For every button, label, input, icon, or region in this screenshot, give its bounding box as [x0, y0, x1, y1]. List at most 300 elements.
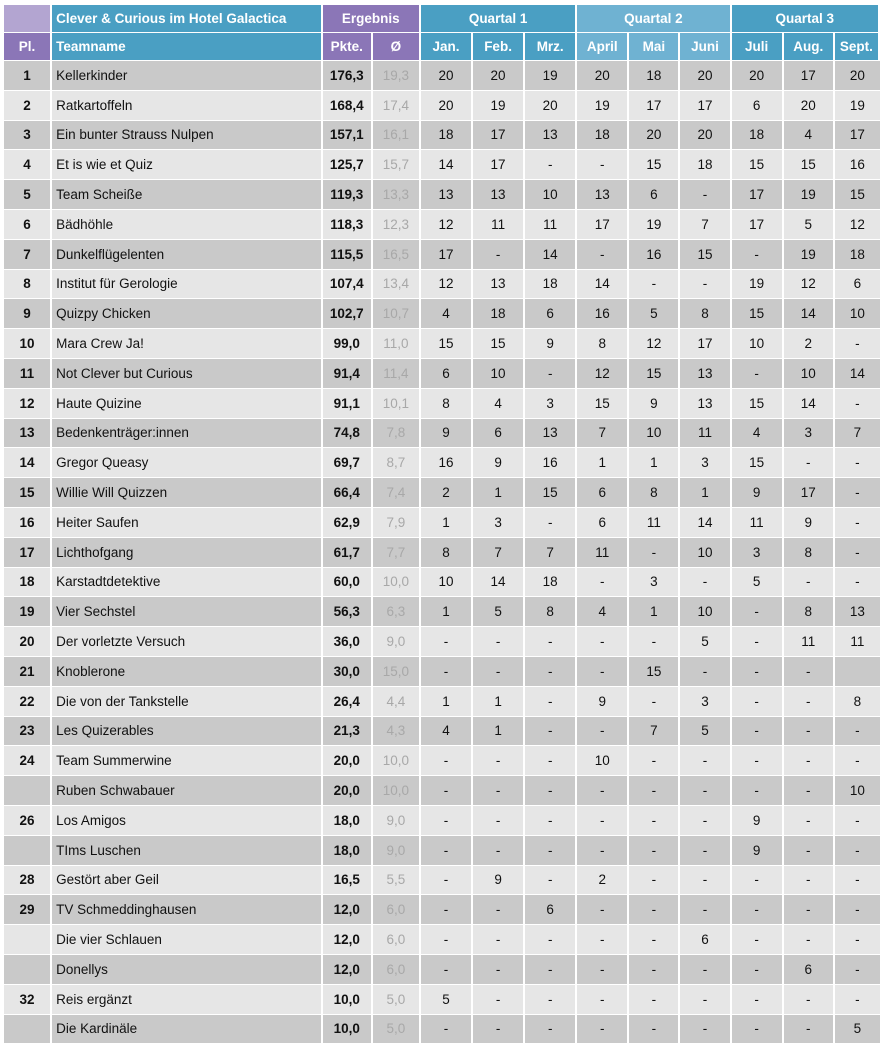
month-score-cell: - — [421, 1015, 473, 1044]
month-score-cell: 8 — [577, 329, 629, 359]
month-score-cell: - — [525, 866, 577, 896]
month-score-cell: 17 — [784, 61, 835, 91]
points-cell: 16,5 — [323, 866, 373, 896]
month-score-cell: - — [629, 895, 680, 925]
month-score-cell: 15 — [629, 150, 680, 180]
table-row — [4, 687, 880, 717]
team-name-cell: Team Scheiße — [52, 180, 323, 210]
month-score-cell: 9 — [732, 478, 784, 508]
rank-cell: 13 — [4, 419, 52, 449]
month-score-cell: 19 — [784, 180, 835, 210]
month-score-cell: - — [577, 717, 629, 747]
month-score-cell: - — [680, 746, 731, 776]
month-score-cell: 11 — [525, 210, 577, 240]
month-score-cell: - — [732, 955, 784, 985]
month-score-cell: 16 — [835, 150, 880, 180]
month-score-cell: 18 — [525, 270, 577, 300]
header-quartal-3: Quartal 3 — [732, 5, 880, 33]
month-score-cell: 6 — [421, 359, 473, 389]
header-month-feb: Feb. — [473, 33, 525, 61]
month-score-cell: 1 — [473, 717, 525, 747]
month-score-cell: - — [732, 717, 784, 747]
month-score-cell: 8 — [525, 597, 577, 627]
points-cell: 69,7 — [323, 448, 373, 478]
month-score-cell: - — [629, 627, 680, 657]
month-score-cell: 14 — [577, 270, 629, 300]
month-score-cell: - — [732, 359, 784, 389]
month-score-cell: 17 — [784, 478, 835, 508]
table-title: Clever & Curious im Hotel Galactica — [52, 5, 323, 33]
rank-cell: 11 — [4, 359, 52, 389]
team-name-cell: TIms Luschen — [52, 836, 323, 866]
team-name-cell: Die vier Schlauen — [52, 925, 323, 955]
team-name-cell: Gregor Queasy — [52, 448, 323, 478]
rank-cell — [4, 955, 52, 985]
month-score-cell: - — [784, 895, 835, 925]
header-month-jan: Jan. — [421, 33, 473, 61]
month-score-cell: 5 — [421, 985, 473, 1015]
team-name-cell: Gestört aber Geil — [52, 866, 323, 896]
month-score-cell: - — [473, 836, 525, 866]
month-score-cell: 8 — [784, 538, 835, 568]
header-ergebnis: Ergebnis — [323, 5, 421, 33]
rank-cell: 4 — [4, 150, 52, 180]
average-cell: 15,7 — [373, 150, 421, 180]
table-row — [4, 359, 880, 389]
month-score-cell: 8 — [421, 538, 473, 568]
average-cell: 16,1 — [373, 121, 421, 151]
month-score-cell: 18 — [835, 240, 880, 270]
rank-cell: 17 — [4, 538, 52, 568]
month-score-cell: 9 — [577, 687, 629, 717]
average-cell: 7,4 — [373, 478, 421, 508]
month-score-cell: - — [835, 895, 880, 925]
month-score-cell: 2 — [577, 866, 629, 896]
month-score-cell: - — [525, 955, 577, 985]
month-score-cell: - — [784, 448, 835, 478]
month-score-cell: 14 — [421, 150, 473, 180]
rank-cell: 23 — [4, 717, 52, 747]
month-score-cell: - — [629, 866, 680, 896]
points-cell: 62,9 — [323, 508, 373, 538]
month-score-cell: - — [680, 657, 731, 687]
average-cell: 9,0 — [373, 836, 421, 866]
points-cell: 20,0 — [323, 776, 373, 806]
month-score-cell: 6 — [784, 955, 835, 985]
month-score-cell: 5 — [473, 597, 525, 627]
points-cell: 36,0 — [323, 627, 373, 657]
month-score-cell: 3 — [732, 538, 784, 568]
month-score-cell: - — [784, 806, 835, 836]
month-score-cell: 17 — [473, 150, 525, 180]
month-score-cell: 13 — [473, 180, 525, 210]
month-score-cell: 6 — [680, 925, 731, 955]
header-pl: Pl. — [4, 33, 52, 61]
average-cell: 10,0 — [373, 568, 421, 598]
team-name-cell: Knoblerone — [52, 657, 323, 687]
month-score-cell: 14 — [784, 389, 835, 419]
table-row — [4, 121, 880, 151]
month-score-cell: 13 — [525, 121, 577, 151]
average-cell: 10,0 — [373, 776, 421, 806]
points-cell: 10,0 — [323, 1015, 373, 1044]
month-score-cell: 10 — [473, 359, 525, 389]
month-score-cell: 8 — [421, 389, 473, 419]
month-score-cell: - — [421, 657, 473, 687]
month-score-cell: 10 — [629, 419, 680, 449]
table-row — [4, 657, 880, 687]
month-score-cell: 12 — [629, 329, 680, 359]
month-score-cell: - — [732, 627, 784, 657]
month-score-cell: - — [835, 478, 880, 508]
month-score-cell: 6 — [525, 895, 577, 925]
month-score-cell: - — [577, 568, 629, 598]
month-score-cell: 16 — [525, 448, 577, 478]
header-pkte: Pkte. — [323, 33, 373, 61]
table-row — [4, 150, 880, 180]
month-score-cell: - — [784, 687, 835, 717]
month-score-cell: - — [784, 836, 835, 866]
table-row — [4, 240, 880, 270]
month-score-cell: 16 — [577, 299, 629, 329]
average-cell: 9,0 — [373, 627, 421, 657]
month-score-cell: - — [421, 836, 473, 866]
month-score-cell: - — [473, 746, 525, 776]
month-score-cell: 1 — [473, 478, 525, 508]
points-cell: 91,1 — [323, 389, 373, 419]
month-score-cell: 7 — [680, 210, 731, 240]
month-score-cell: - — [680, 1015, 731, 1044]
month-score-cell: - — [784, 985, 835, 1015]
month-score-cell: 13 — [473, 270, 525, 300]
month-score-cell: - — [421, 627, 473, 657]
month-score-cell: - — [835, 925, 880, 955]
table-row — [4, 210, 880, 240]
month-score-cell: - — [525, 776, 577, 806]
month-score-cell: - — [629, 538, 680, 568]
month-score-cell: - — [525, 359, 577, 389]
month-score-cell: - — [421, 955, 473, 985]
points-cell: 12,0 — [323, 955, 373, 985]
team-name-cell: Les Quizerables — [52, 717, 323, 747]
month-score-cell: - — [525, 150, 577, 180]
month-score-cell: 15 — [421, 329, 473, 359]
points-cell: 91,4 — [323, 359, 373, 389]
table-row — [4, 329, 880, 359]
month-score-cell: 20 — [732, 61, 784, 91]
average-cell: 13,4 — [373, 270, 421, 300]
month-score-cell: - — [577, 985, 629, 1015]
points-cell: 176,3 — [323, 61, 373, 91]
month-score-cell: 17 — [473, 121, 525, 151]
rank-cell: 6 — [4, 210, 52, 240]
month-score-cell: 19 — [835, 91, 880, 121]
rank-cell: 19 — [4, 597, 52, 627]
month-score-cell: 15 — [577, 389, 629, 419]
table-row — [4, 299, 880, 329]
average-cell: 7,9 — [373, 508, 421, 538]
month-score-cell: 2 — [421, 478, 473, 508]
points-cell: 118,3 — [323, 210, 373, 240]
team-name-cell: Reis ergänzt — [52, 985, 323, 1015]
team-name-cell: Bädhöhle — [52, 210, 323, 240]
average-cell: 10,1 — [373, 389, 421, 419]
month-score-cell: - — [525, 985, 577, 1015]
month-score-cell: 6 — [577, 508, 629, 538]
month-score-cell: - — [473, 657, 525, 687]
month-score-cell: 19 — [577, 91, 629, 121]
average-cell: 17,4 — [373, 91, 421, 121]
month-score-cell: 13 — [577, 180, 629, 210]
month-score-cell: - — [525, 806, 577, 836]
points-cell: 12,0 — [323, 895, 373, 925]
month-score-cell: 10 — [784, 359, 835, 389]
month-score-cell: 13 — [680, 359, 731, 389]
average-cell: 16,5 — [373, 240, 421, 270]
month-score-cell: - — [577, 150, 629, 180]
month-score-cell: 10 — [680, 597, 731, 627]
average-cell: 5,0 — [373, 1015, 421, 1044]
month-score-cell: - — [629, 836, 680, 866]
month-score-cell: 18 — [629, 61, 680, 91]
header-quartal-2: Quartal 2 — [577, 5, 731, 33]
month-score-cell: 5 — [835, 1015, 880, 1044]
table-row — [4, 448, 880, 478]
month-score-cell: - — [473, 925, 525, 955]
month-score-cell: 1 — [629, 448, 680, 478]
month-score-cell: 16 — [629, 240, 680, 270]
month-score-cell: 15 — [784, 150, 835, 180]
average-cell: 5,0 — [373, 985, 421, 1015]
month-score-cell: 15 — [732, 299, 784, 329]
month-score-cell: - — [525, 508, 577, 538]
header-row-columns — [4, 33, 880, 61]
average-cell: 10,7 — [373, 299, 421, 329]
month-score-cell: 11 — [732, 508, 784, 538]
month-score-cell: 10 — [525, 180, 577, 210]
month-score-cell: - — [732, 746, 784, 776]
rank-cell — [4, 776, 52, 806]
rank-cell: 24 — [4, 746, 52, 776]
header-month-sept: Sept. — [835, 33, 880, 61]
month-score-cell: - — [732, 925, 784, 955]
average-cell: 6,3 — [373, 597, 421, 627]
month-score-cell: 20 — [577, 61, 629, 91]
rank-cell: 8 — [4, 270, 52, 300]
rank-cell — [4, 925, 52, 955]
team-name-cell: Mara Crew Ja! — [52, 329, 323, 359]
month-score-cell: - — [732, 240, 784, 270]
month-score-cell: - — [629, 985, 680, 1015]
month-score-cell: 15 — [629, 359, 680, 389]
points-cell: 74,8 — [323, 419, 373, 449]
team-name-cell: Vier Sechstel — [52, 597, 323, 627]
team-name-cell: Donellys — [52, 955, 323, 985]
month-score-cell: 4 — [784, 121, 835, 151]
team-name-cell: Dunkelflügelenten — [52, 240, 323, 270]
month-score-cell: - — [835, 985, 880, 1015]
month-score-cell: 11 — [577, 538, 629, 568]
month-score-cell: - — [577, 836, 629, 866]
table-row — [4, 895, 880, 925]
table-row — [4, 866, 880, 896]
month-score-cell: - — [835, 389, 880, 419]
table-row — [4, 270, 880, 300]
month-score-cell: 20 — [473, 61, 525, 91]
month-score-cell: - — [525, 627, 577, 657]
team-name-cell: Ein bunter Strauss Nulpen — [52, 121, 323, 151]
month-score-cell: 9 — [473, 448, 525, 478]
month-score-cell: - — [680, 955, 731, 985]
table-row — [4, 925, 880, 955]
month-score-cell: - — [421, 806, 473, 836]
month-score-cell: 13 — [680, 389, 731, 419]
points-cell: 20,0 — [323, 746, 373, 776]
table-row — [4, 985, 880, 1015]
month-score-cell: - — [577, 240, 629, 270]
team-name-cell: TV Schmeddinghausen — [52, 895, 323, 925]
month-score-cell: 15 — [629, 657, 680, 687]
month-score-cell: 1 — [680, 478, 731, 508]
rank-cell: 7 — [4, 240, 52, 270]
month-score-cell: 12 — [835, 210, 880, 240]
month-score-cell: - — [835, 866, 880, 896]
table-row — [4, 1015, 880, 1044]
month-score-cell: 11 — [784, 627, 835, 657]
month-score-cell: 9 — [732, 836, 784, 866]
month-score-cell: 10 — [835, 299, 880, 329]
month-score-cell: - — [421, 895, 473, 925]
month-score-cell — [835, 657, 880, 687]
table-row — [4, 597, 880, 627]
month-score-cell: - — [577, 657, 629, 687]
table-row — [4, 389, 880, 419]
points-cell: 12,0 — [323, 925, 373, 955]
month-score-cell: 17 — [421, 240, 473, 270]
month-score-cell: - — [525, 746, 577, 776]
average-cell: 8,7 — [373, 448, 421, 478]
average-cell: 13,3 — [373, 180, 421, 210]
month-score-cell: 9 — [473, 866, 525, 896]
month-score-cell: 1 — [629, 597, 680, 627]
table-row — [4, 61, 880, 91]
month-score-cell: 10 — [421, 568, 473, 598]
month-score-cell: - — [732, 866, 784, 896]
average-cell: 6,0 — [373, 895, 421, 925]
month-score-cell: 13 — [421, 180, 473, 210]
month-score-cell: 20 — [680, 121, 731, 151]
month-score-cell: - — [680, 180, 731, 210]
team-name-cell: Willie Will Quizzen — [52, 478, 323, 508]
average-cell: 19,3 — [373, 61, 421, 91]
month-score-cell: - — [784, 717, 835, 747]
month-score-cell: - — [732, 985, 784, 1015]
rank-cell: 5 — [4, 180, 52, 210]
month-score-cell: 8 — [629, 478, 680, 508]
table-row — [4, 806, 880, 836]
team-name-cell: Ruben Schwabauer — [52, 776, 323, 806]
month-score-cell: 3 — [525, 389, 577, 419]
month-score-cell: - — [835, 508, 880, 538]
month-score-cell: 18 — [473, 299, 525, 329]
month-score-cell: - — [680, 270, 731, 300]
month-score-cell: 20 — [629, 121, 680, 151]
month-score-cell: 6 — [835, 270, 880, 300]
month-score-cell: 15 — [680, 240, 731, 270]
header-row-groups — [4, 5, 880, 33]
month-score-cell: 17 — [680, 329, 731, 359]
month-score-cell: 5 — [680, 627, 731, 657]
points-cell: 125,7 — [323, 150, 373, 180]
month-score-cell: - — [835, 806, 880, 836]
month-score-cell: 10 — [835, 776, 880, 806]
team-name-cell: Karstadtdetektive — [52, 568, 323, 598]
month-score-cell: 15 — [525, 478, 577, 508]
points-cell: 18,0 — [323, 836, 373, 866]
month-score-cell: 14 — [835, 359, 880, 389]
average-cell: 7,8 — [373, 419, 421, 449]
average-cell: 15,0 — [373, 657, 421, 687]
month-score-cell: - — [680, 776, 731, 806]
month-score-cell: 8 — [680, 299, 731, 329]
header-month-aug: Aug. — [784, 33, 835, 61]
table-row — [4, 627, 880, 657]
team-name-cell: Los Amigos — [52, 806, 323, 836]
month-score-cell: - — [629, 806, 680, 836]
month-score-cell: 1 — [473, 687, 525, 717]
rank-cell: 3 — [4, 121, 52, 151]
points-cell: 102,7 — [323, 299, 373, 329]
month-score-cell: - — [629, 776, 680, 806]
month-score-cell: 12 — [784, 270, 835, 300]
team-name-cell: Bedenkenträger:innen — [52, 419, 323, 449]
month-score-cell: - — [473, 776, 525, 806]
month-score-cell: - — [577, 627, 629, 657]
month-score-cell: - — [577, 1015, 629, 1044]
month-score-cell: - — [732, 895, 784, 925]
month-score-cell: 3 — [473, 508, 525, 538]
month-score-cell: - — [680, 806, 731, 836]
month-score-cell: 7 — [473, 538, 525, 568]
header-month-mai: Mai — [629, 33, 680, 61]
team-name-cell: Institut für Gerologie — [52, 270, 323, 300]
month-score-cell: - — [525, 836, 577, 866]
month-score-cell: - — [680, 866, 731, 896]
header-blank — [4, 5, 52, 33]
month-score-cell: 14 — [473, 568, 525, 598]
month-score-cell: 10 — [577, 746, 629, 776]
team-name-cell: Heiter Saufen — [52, 508, 323, 538]
month-score-cell: 20 — [784, 91, 835, 121]
month-score-cell: 11 — [473, 210, 525, 240]
table-row — [4, 836, 880, 866]
table-row — [4, 91, 880, 121]
month-score-cell: - — [732, 597, 784, 627]
header-month-juli: Juli — [732, 33, 784, 61]
points-cell: 99,0 — [323, 329, 373, 359]
team-name-cell: Die Kardinäle — [52, 1015, 323, 1044]
month-score-cell: 17 — [732, 180, 784, 210]
month-score-cell: 9 — [732, 806, 784, 836]
rank-cell: 2 — [4, 91, 52, 121]
average-cell: 10,0 — [373, 746, 421, 776]
rank-cell: 28 — [4, 866, 52, 896]
rank-cell: 10 — [4, 329, 52, 359]
month-score-cell: - — [629, 1015, 680, 1044]
month-score-cell: - — [421, 746, 473, 776]
month-score-cell: - — [784, 746, 835, 776]
month-score-cell: 4 — [732, 419, 784, 449]
